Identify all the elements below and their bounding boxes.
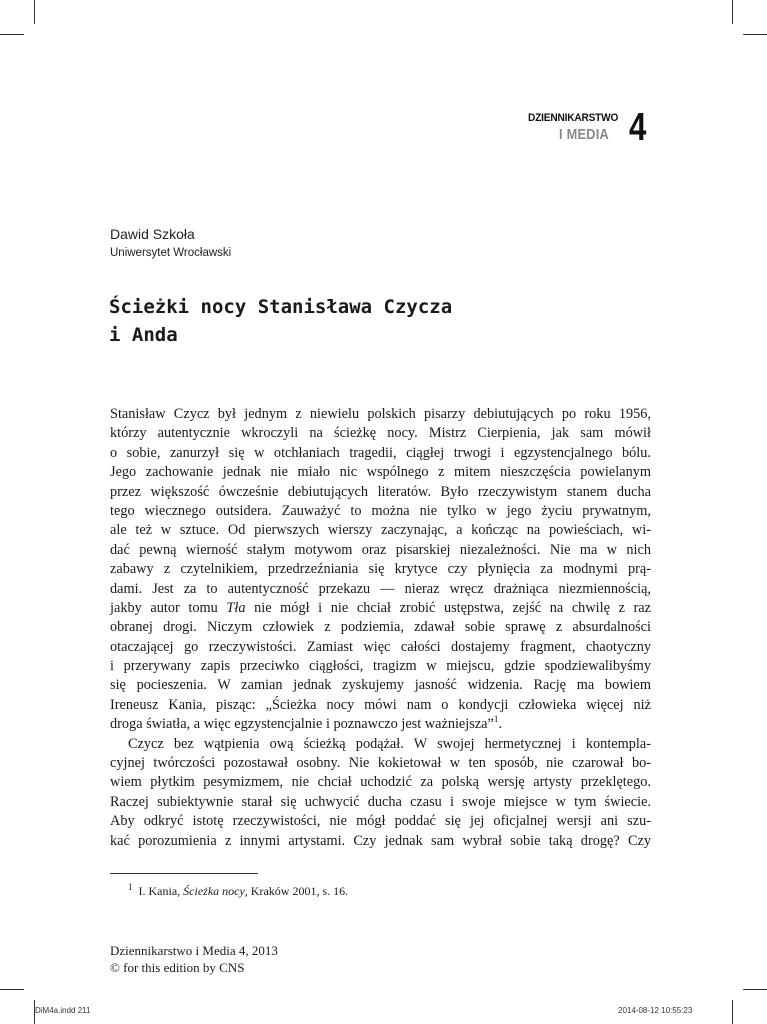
body-line: ale też w sztuce. Od pierwszych wierszy zaczynając, a kończąc na powieściach, wi- [110, 522, 651, 539]
body-line-with-footnote-ref [110, 715, 651, 734]
italic-book-title: Tła [226, 599, 246, 616]
crop-mark-top-left-horizontal [0, 34, 24, 35]
footnote-text-segment: I. Kania, [138, 884, 184, 898]
crop-mark-bottom-right-horizontal [743, 989, 767, 990]
body-line: Raczej subiektywnie starał się uchwycić ducha czasu i swoje miejsce w tym świecie. [110, 793, 651, 810]
footnote-text-segment: , Kraków 2001, s. 16. [244, 884, 349, 898]
author-name: Dawid Szkoła [110, 226, 195, 242]
body-text-segment: jakby autor tomu [110, 599, 227, 616]
body-line: się pocieszenia. W zamian jednak zyskujemy jasność widzenia. Rację ma bowiem [110, 677, 651, 694]
footnote-number: 1 [128, 882, 133, 892]
article-title-line1: Ścieżki nocy Stanisława Czycza [109, 296, 453, 318]
body-line: kać porozumienia z innymi artystami. Czy jednak sam wybrał sobie taką drogę? Czy [110, 832, 651, 849]
body-line: Aby odkryć istotę rzeczywistości, nie mógł poddać się jej oficjalnej wersji ani szu- [110, 813, 651, 830]
article-title [109, 293, 669, 349]
journal-issue: Dziennikarstwo i Media 4, 2013 [110, 943, 278, 958]
footnote-reference: 1 [493, 714, 499, 725]
body-line: otaczającej go rzeczywistości. Zamiast więc całości dostajemy fragment, chaotyczny [110, 638, 651, 655]
body-line: zabawy z czytelnikiem, przedrzeźniania się krytyce czy płynięcia za modnymi prą- [110, 561, 651, 578]
footnote-italic-title: Ścieżka nocy [183, 884, 245, 898]
logo-line1: DZIENNIKARSTWO [528, 112, 619, 124]
body-line: którzy autentycznie wkroczyli na ścieżkę nocy. Mistrz Cierpienia, jak sam mówił [110, 425, 651, 442]
crop-mark-bottom-right-vertical [732, 1000, 733, 1024]
author-affiliation: Uniwersytet Wrocławski [110, 247, 232, 259]
body-line: i przerywany zapis przeciwko ciągłości, tragizm w miejscu, gdzie spodziewalibyśmy [110, 658, 651, 675]
crop-mark-bottom-left-horizontal [0, 989, 24, 990]
body-line: Jego zachowanie jednak nie miało nic wspólnego z mitem nieszczęścia powielanym [110, 464, 651, 481]
body-line: o sobie, zanurzył się w otchłaniach tragedii, ciągłej trwogi i egzystencjalnego bólu. [110, 444, 651, 461]
body-line: tego wiecznego outsidera. Zauważyć to można nie tylko w jego życiu prywatnym, [110, 502, 651, 519]
article-title-line2: i Anda [109, 324, 178, 346]
body-line: Czycz bez wątpienia ową ścieżką podążał. W swojej hermetycznej i kontempla- [128, 735, 651, 752]
body-text-segment: . [498, 716, 502, 733]
body-line-with-italic [110, 599, 651, 618]
article-body [110, 405, 651, 851]
body-line: Ireneusz Kania, pisząc: „Ścieżka nocy mówi nam o kondycji człowieka więcej niż [110, 696, 651, 713]
body-text-segment: droga światła, a więc egzystencjalnie i poznawczo jest ważniejsza” [110, 716, 494, 733]
journal-info [110, 942, 278, 976]
body-line: przez większość ówcześnie debiutujących literatów. Było rzeczywistym stanem ducha [110, 483, 651, 500]
crop-mark-top-left-vertical [34, 0, 35, 24]
journal-copyright: © for this edition by CNS [110, 960, 245, 975]
body-line: wiem płytkim pesymizmem, nie chciał uchodzić za polską wersję artysty przeklętego. [110, 774, 651, 791]
logo-number: 4 [629, 106, 647, 149]
body-line: dać pewną wierność stałym motywom oraz pisarskiej niezależności. Nie ma w nich [110, 541, 651, 558]
body-line: cyjnej twórczości pozostawał osobny. Nie kokietował w ten sposób, nie czarował bo- [110, 755, 651, 772]
journal-logo [528, 106, 660, 149]
print-slug-file: DiM4a.indd 211 [35, 1006, 91, 1015]
crop-mark-top-right-vertical [732, 0, 733, 24]
logo-line2: I MEDIA [559, 126, 609, 143]
footnote [128, 882, 348, 899]
body-line: Stanisław Czycz był jednym z niewielu polskich pisarzy debiutujących po roku 1956, [110, 406, 651, 422]
crop-mark-top-right-horizontal [743, 34, 767, 35]
print-slug-timestamp: 2014-08-12 10:55:23 [618, 1006, 693, 1015]
body-line: obranej drogi. Niczym człowiek z podziemia, zdawał sobie sprawę z absurdalności [110, 619, 651, 636]
body-line: dami. Jest za to autentyczność przekazu — nieraz wręcz drażniąca niezmiennością, [110, 580, 651, 597]
body-text-segment: nie mógł i nie chciał zrobić ustępstwa, zejść na chwilę z raz [245, 599, 651, 616]
footnote-rule [110, 873, 258, 874]
